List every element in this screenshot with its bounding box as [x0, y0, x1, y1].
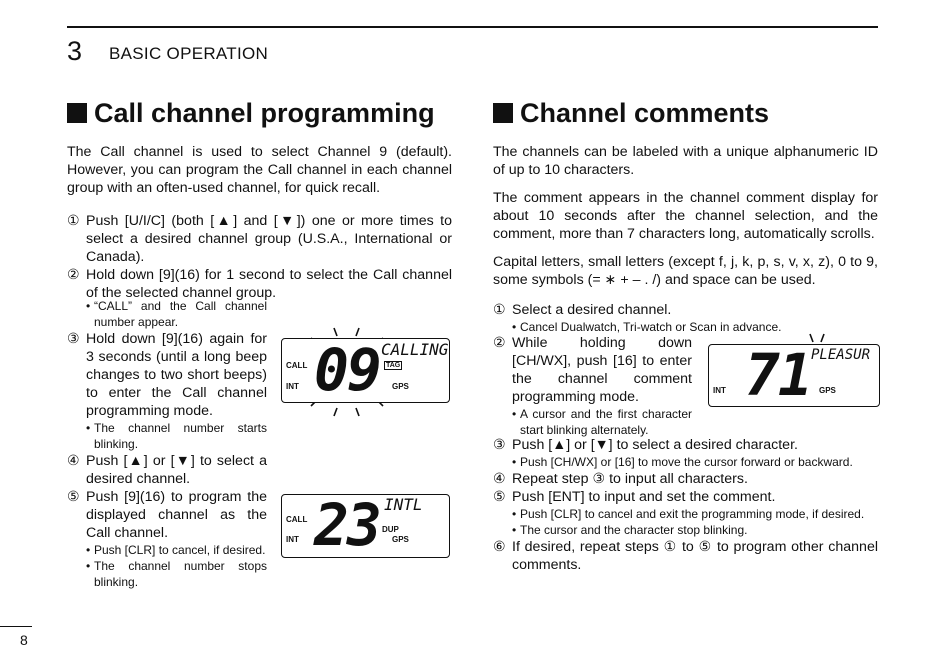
- lcd-display-call: [281, 338, 450, 403]
- step-number: ②: [67, 267, 80, 283]
- right-para-2: The comment appears in the channel comment display for about 10 seconds after the channel selection, and the comment, more than 7 characters long, automatically scrolls.: [493, 190, 878, 242]
- right-para-3: Capital letters, small letters (except f, j, k, p, s, v, x, z), 0 to 9, some symbols (= ∗ + – . /) and space can be used.: [493, 254, 878, 288]
- left-intro-block: [67, 143, 452, 197]
- left-section-heading: [67, 98, 435, 129]
- note-text: The channel number stops blinking.: [94, 559, 267, 589]
- step-number: ⑤: [493, 489, 506, 505]
- lcd-label-tag: TAG: [386, 362, 401, 369]
- lcd-comment: CALLING: [381, 340, 449, 359]
- note-text: Cancel Dualwatch, Tri-watch or Scan in advance.: [520, 320, 782, 334]
- left-step-3-note: • The channel number starts blinking.: [86, 421, 267, 451]
- step-text: Push [▲] or [▼] to select a desired channel.: [86, 453, 267, 487]
- left-steps-narrow: [67, 298, 267, 590]
- lcd-display-intl: [281, 491, 450, 559]
- lcd-channel-digits: 71: [745, 341, 811, 409]
- step-number: ①: [67, 213, 80, 229]
- right-step-4: [493, 470, 878, 488]
- step-text: Push [▲] or [▼] to select a desired character.: [512, 437, 798, 453]
- lcd-label-int: INT: [713, 386, 726, 395]
- left-step-5-note-1: • Push [CLR] to cancel, if desired.: [86, 543, 266, 557]
- left-step-1: [67, 212, 452, 266]
- right-step-6: [493, 538, 878, 574]
- right-step-2: [493, 334, 692, 406]
- step-number: ③: [67, 331, 80, 347]
- right-step-2-note: • A cursor and the first character start blinking alternately.: [512, 407, 692, 437]
- chapter-number: 3: [67, 36, 83, 66]
- lcd-channel-digits: 23: [314, 491, 380, 559]
- step-number: ④: [493, 471, 506, 487]
- lcd-label-dup: DUP: [382, 525, 399, 534]
- step-text: Push [9](16) to program the displayed channel as the Call channel.: [86, 489, 267, 541]
- step-number: ③: [493, 437, 506, 453]
- lcd-label-int: INT: [286, 535, 299, 544]
- square-bullet-icon: [493, 103, 513, 123]
- right-steps-bottom: [493, 436, 878, 574]
- right-section-heading: [493, 98, 769, 129]
- left-intro: The Call channel is used to select Channel 9 (default). However, you can program the Call channel in each channel group with an often-used channel, for quick recall.: [67, 144, 452, 196]
- left-steps-top: [67, 212, 452, 302]
- lcd-label-gps: GPS: [819, 386, 836, 395]
- right-step-2-block: [493, 334, 692, 438]
- right-step-1-note: • Cancel Dualwatch, Tri-watch or Scan in advance.: [512, 320, 782, 334]
- note-text: The cursor and the character stop blinking.: [520, 523, 748, 537]
- step-number: ⑤: [67, 489, 80, 505]
- step-number: ①: [493, 302, 506, 318]
- right-heading-text: Channel comments: [520, 98, 770, 128]
- note-text: Push [CH/WX] or [16] to move the cursor forward or backward.: [520, 455, 853, 469]
- step-text: Repeat step ③ to input all characters.: [512, 471, 748, 487]
- step-text: Push [ENT] to input and set the comment.: [512, 489, 776, 505]
- step-text: If desired, repeat steps ① to ⑤ to program other channel comments.: [512, 539, 878, 573]
- lcd-comment: INTL: [384, 495, 423, 514]
- square-bullet-icon: [67, 103, 87, 123]
- note-text: A cursor and the first character start blinking alternately.: [520, 407, 692, 437]
- note-text: Push [CLR] to cancel and exit the programming mode, if desired.: [520, 507, 865, 521]
- header-rule: [67, 26, 878, 28]
- step-text: Hold down [9](16) for 1 second to select the Call channel of the selected channel group.: [86, 267, 452, 301]
- left-step-2-note: • “CALL” and the Call channel number appear.: [86, 299, 267, 329]
- lcd-label-gps: GPS: [392, 535, 409, 544]
- left-step-3: [67, 330, 267, 420]
- lcd-label-call: CALL: [286, 361, 308, 370]
- left-step-2: [67, 266, 452, 302]
- step-text: Select a desired channel.: [512, 302, 672, 318]
- left-step-5-note-2: • The channel number stops blinking.: [86, 559, 267, 589]
- right-step-1: [493, 301, 878, 319]
- step-number: ②: [493, 335, 506, 351]
- right-step-3-note: • Push [CH/WX] or [16] to move the cursor forward or backward.: [512, 455, 853, 469]
- right-intro-block: [493, 143, 878, 289]
- note-text: “CALL” and the Call channel number appear.: [94, 299, 267, 329]
- right-step-5-note-1: • Push [CLR] to cancel and exit the programming mode, if desired.: [512, 507, 865, 521]
- left-step-4: [67, 452, 267, 488]
- left-step-5: [67, 488, 267, 542]
- step-number: ⑥: [493, 539, 506, 555]
- step-text: Push [U/I/C] (both [▲] and [▼]) one or more times to select a desired channel group (U.S.A., International or Canada).: [86, 213, 452, 265]
- right-step-5: [493, 488, 878, 506]
- step-number: ④: [67, 453, 80, 469]
- page-number: 8: [20, 632, 28, 648]
- left-heading-text: Call channel programming: [94, 98, 435, 128]
- lcd-comment: PLEASUR: [811, 347, 871, 363]
- step-text: Hold down [9](16) again for 3 seconds (until a long beep changes to two short beeps) to enter the Call channel programming mode.: [86, 331, 267, 419]
- lcd-display-comment: [708, 341, 880, 409]
- chapter-title: BASIC OPERATION: [109, 44, 269, 63]
- step-text: While holding down [CH/WX], push [16] to enter the channel comment programming mode.: [512, 335, 692, 405]
- lcd-label-int: INT: [286, 382, 299, 391]
- right-step-3: [493, 436, 878, 454]
- right-para-1: The channels can be labeled with a unique alphanumeric ID of up to 10 characters.: [493, 144, 878, 178]
- lcd-channel-digits: 09: [314, 336, 380, 404]
- lcd-label-gps: GPS: [392, 382, 409, 391]
- lcd-label-call: CALL: [286, 515, 308, 524]
- note-text: Push [CLR] to cancel, if desired.: [94, 543, 266, 557]
- note-text: The channel number starts blinking.: [94, 421, 267, 451]
- footer-rule: [0, 626, 32, 627]
- right-step-5-note-2: • The cursor and the character stop blinking.: [512, 523, 748, 537]
